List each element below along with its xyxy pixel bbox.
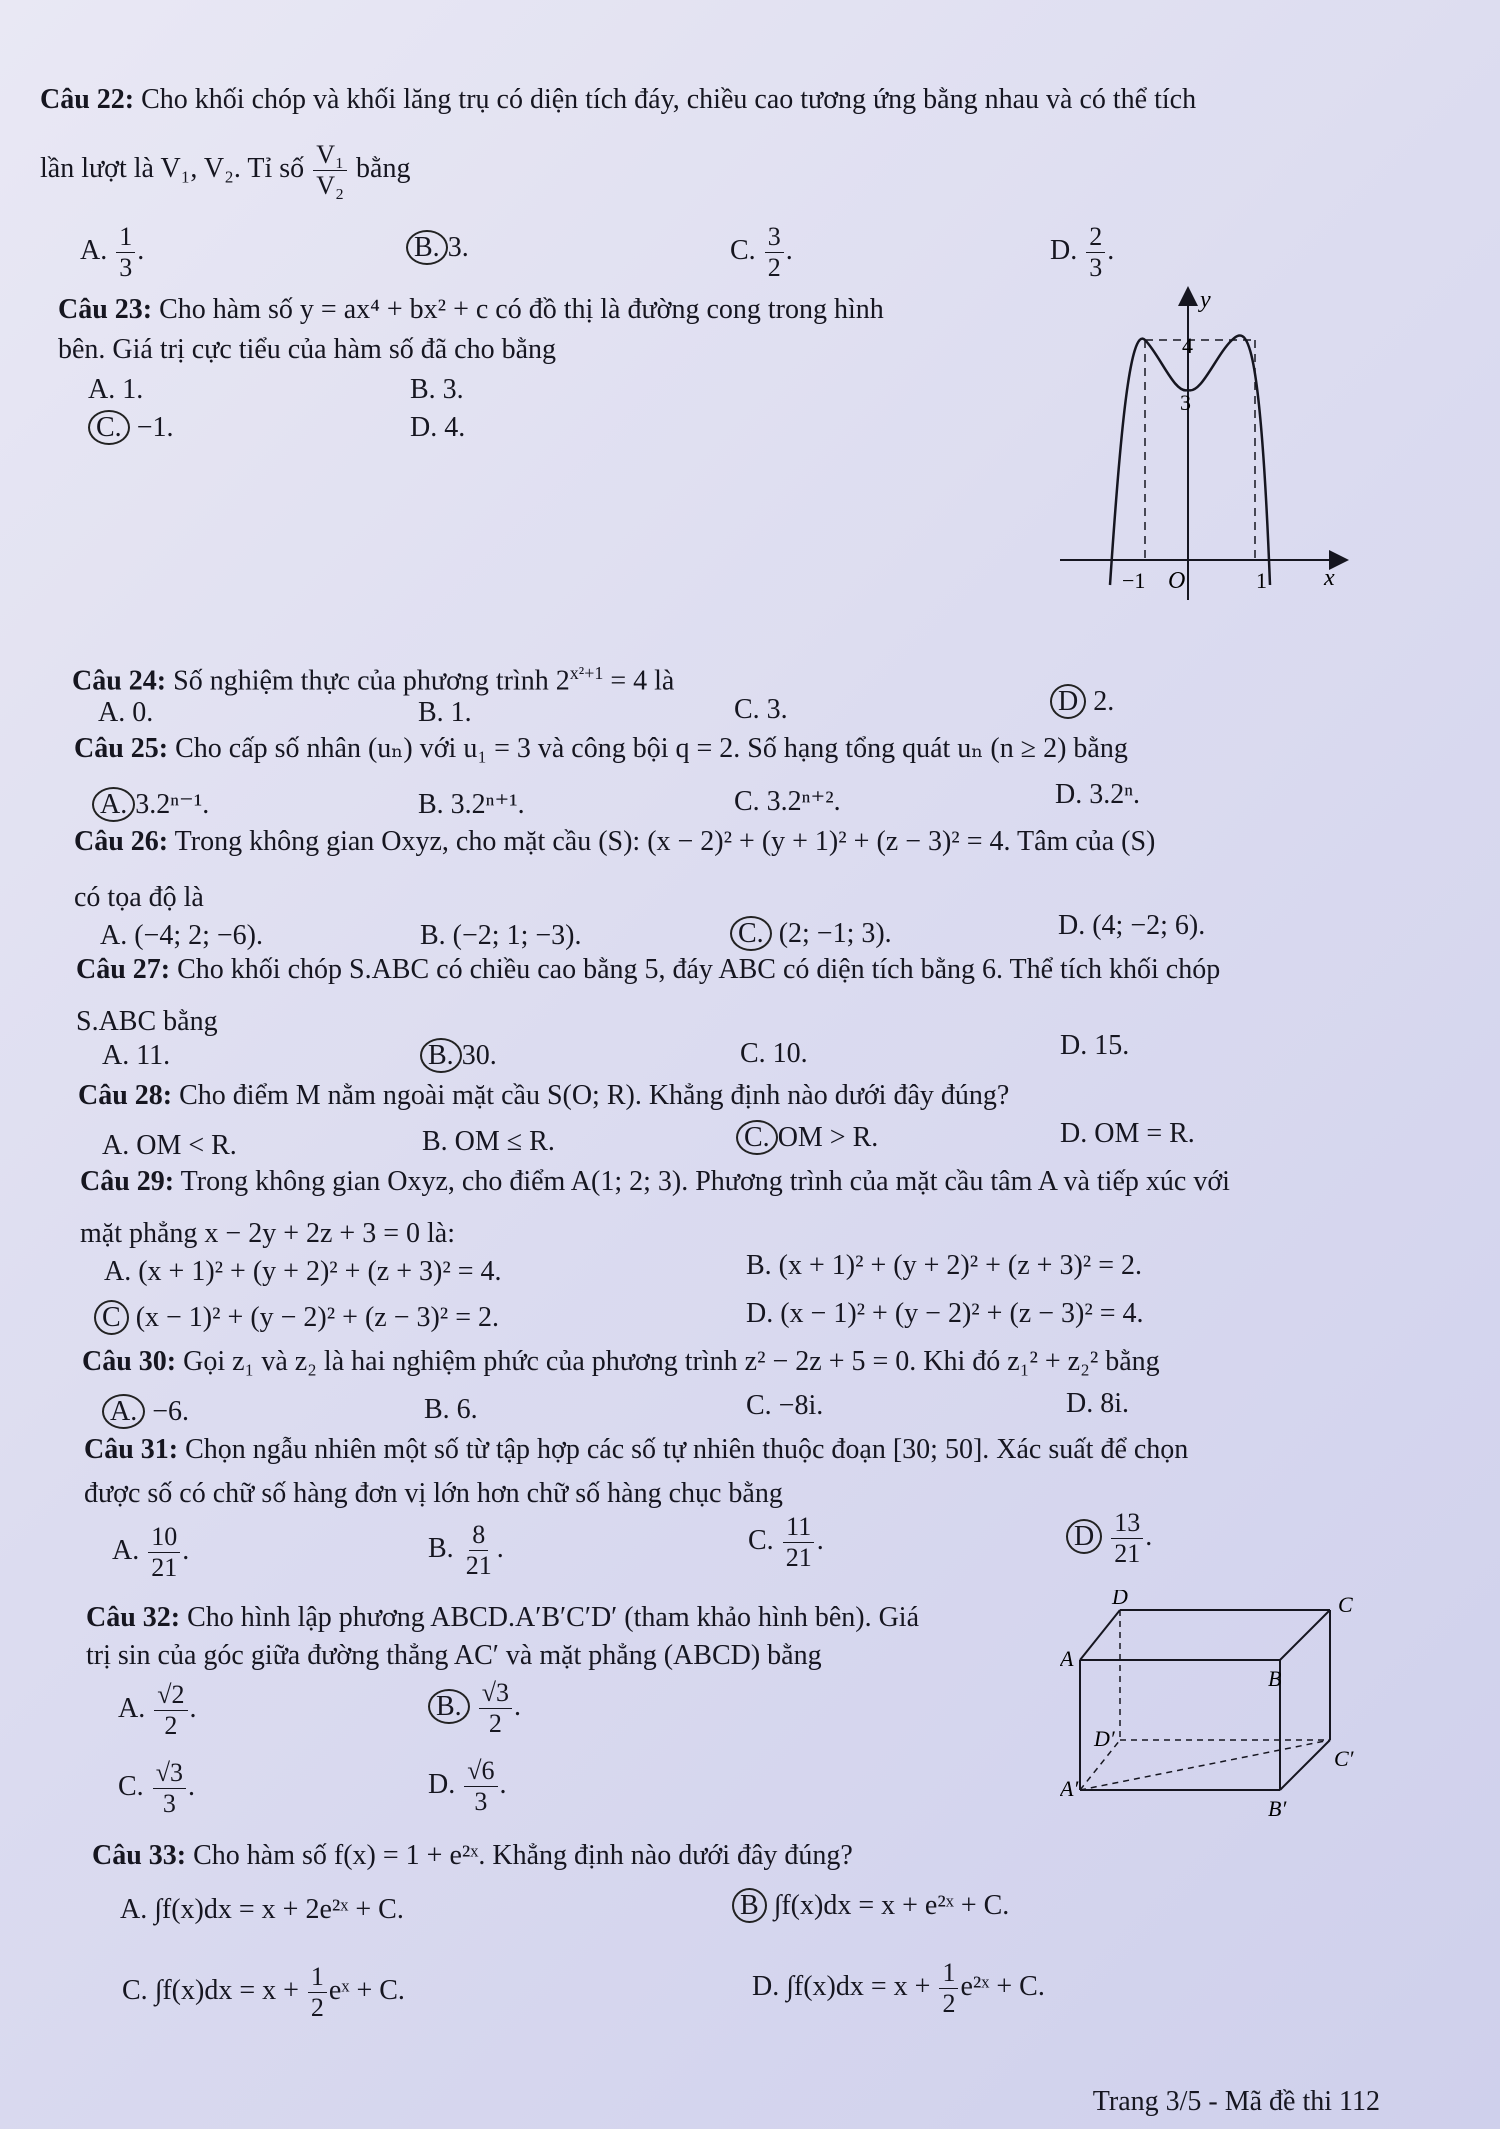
q22-option-c[interactable]: C. $\frac{3}{2}$ . xyxy=(730,222,793,282)
svg-text:4: 4 xyxy=(1182,333,1193,358)
q33-option-d[interactable]: D. ∫f(x)dx = x + $\frac{1}{2}$ e²ˣ + C. xyxy=(752,1958,1045,2018)
q33-option-c[interactable]: C. ∫f(x)dx = x + $\frac{1}{2}$ eˣ + C. xyxy=(122,1962,405,2022)
q23-quartic-graph xyxy=(1060,285,1350,605)
q27-option-a[interactable]: A. 11. xyxy=(102,1040,171,1071)
q23-line1: Câu 23: Cho hàm số y = ax⁴ + bx² + c có đồ thị là đường cong trong hình xyxy=(58,294,884,325)
q32-option-b[interactable]: B. $\frac{√3}{2}$ . xyxy=(428,1678,521,1739)
q29-answer-circle: C xyxy=(94,1300,129,1335)
q31-option-c[interactable]: C. $\frac{11}{21}$ . xyxy=(748,1512,824,1572)
q31-line2: được số có chữ số hàng đơn vị lớn hơn chữ số hàng chục bằng xyxy=(84,1478,783,1509)
q25-line: Câu 25: Cho cấp số nhân (uₙ) với u₁ = 3 và công bội q = 2. Số hạng tổng quát uₙ (n ≥ 2) bằng xyxy=(74,733,1128,764)
q28-option-a[interactable]: A. OM < R. xyxy=(102,1130,237,1161)
q28-option-c[interactable]: C. OM > R. xyxy=(736,1118,878,1158)
svg-text:1: 1 xyxy=(1256,568,1267,593)
q22-ratio: $\frac{\text{V₁}}{\text{V₂}}$ xyxy=(313,140,347,201)
q26-option-c[interactable]: C. (2; −1; 3). xyxy=(730,914,892,954)
q33-line: Câu 33: Cho hàm số f(x) = 1 + e²ˣ. Khẳng định nào dưới đây đúng? xyxy=(92,1840,853,1871)
q25-option-b[interactable]: B. 3.2ⁿ⁺¹. xyxy=(418,789,525,820)
q27-line1: Câu 27: Cho khối chóp S.ABC có chiều cao bằng 5, đáy ABC có diện tích bằng 6. Thể tích khối chóp xyxy=(76,954,1221,985)
svg-text:A: A xyxy=(1060,1646,1074,1671)
q31-option-a[interactable]: A. $\frac{10}{21}$ . xyxy=(112,1522,190,1582)
q29-option-a[interactable]: A. (x + 1)² + (y + 2)² + (z + 3)² = 4. xyxy=(104,1256,502,1287)
svg-text:B: B xyxy=(1268,1666,1282,1691)
q31-option-b[interactable]: B. $\frac{8}{21}$ . xyxy=(428,1520,504,1580)
q29-line1: Câu 29: Trong không gian Oxyz, cho điểm A(1; 2; 3). Phương trình của mặt cầu tâm A và tiếp xúc với xyxy=(80,1166,1230,1197)
svg-text:C′: C′ xyxy=(1334,1746,1354,1771)
q22-option-d[interactable]: D. $\frac{2}{3}$ . xyxy=(1050,222,1115,282)
q32-option-c[interactable]: C. $\frac{√3}{3}$ . xyxy=(118,1758,195,1818)
svg-text:x: x xyxy=(1324,565,1335,591)
svg-text:D′: D′ xyxy=(1094,1726,1115,1751)
q31-answer-circle: D xyxy=(1066,1519,1102,1554)
q27-answer-circle: B. xyxy=(420,1038,462,1073)
q32-answer-circle: B. xyxy=(428,1689,470,1724)
q32-cube-figure xyxy=(1060,1590,1380,1830)
q23-option-d[interactable]: D. 4. xyxy=(410,412,466,443)
q22-answer-circle: B. xyxy=(406,230,448,265)
curve xyxy=(1110,336,1270,585)
q24-option-c[interactable]: C. 3. xyxy=(734,694,788,725)
q24-answer-circle: D xyxy=(1050,684,1086,719)
q28-line: Câu 28: Cho điểm M nằm ngoài mặt cầu S(O; R). Khẳng định nào dưới đây đúng? xyxy=(78,1080,1010,1111)
q24-line: Câu 24: Số nghiệm thực của phương trình $2^{x^2+1} = 4$ là xyxy=(72,663,675,697)
q28-option-d[interactable]: D. OM = R. xyxy=(1060,1118,1195,1149)
q22-option-a[interactable]: A. $\frac{1}{3}$ . xyxy=(80,222,145,282)
q23-option-b[interactable]: B. 3. xyxy=(410,374,464,405)
q33-answer-circle: B xyxy=(732,1888,767,1923)
q31-line1: Câu 31: Chọn ngẫu nhiên một số từ tập hợp các số tự nhiên thuộc đoạn [30; 50]. Xác suất để chọn xyxy=(84,1434,1189,1465)
q30-answer-circle: A. xyxy=(102,1394,145,1429)
q25-option-d[interactable]: D. 3.2ⁿ. xyxy=(1055,779,1141,810)
q32-line2: trị sin của góc giữa đường thẳng AC′ và mặt phẳng (ABCD) bằng xyxy=(86,1640,822,1671)
q29-option-d[interactable]: D. (x − 1)² + (y − 2)² + (z − 3)² = 4. xyxy=(746,1298,1144,1329)
q26-option-b[interactable]: B. (−2; 1; −3). xyxy=(420,920,582,951)
q30-line: Câu 30: Gọi z₁ và z₂ là hai nghiệm phức của phương trình z² − 2z + 5 = 0. Khi đó z₁² + z₂² bằng xyxy=(82,1346,1160,1377)
svg-text:y: y xyxy=(1200,287,1211,313)
q23-answer-circle: C. xyxy=(88,410,130,445)
svg-text:B′: B′ xyxy=(1268,1796,1287,1821)
q22-option-b[interactable]: B. 3. xyxy=(406,228,469,268)
q30-option-a[interactable]: A. −6. xyxy=(102,1392,189,1432)
svg-text:−1: −1 xyxy=(1122,568,1146,593)
q29-line2: mặt phẳng x − 2y + 2z + 3 = 0 là: xyxy=(80,1218,455,1249)
q32-line1: Câu 32: Cho hình lập phương ABCD.A′B′C′D′ (tham khảo hình bên). Giá xyxy=(86,1602,920,1633)
q22-line2: lần lượt là V₁, V₂. Tỉ số $\frac{\text{V₁}}{\text{V₂}}$ bằng xyxy=(40,140,411,200)
q22-label: Câu 22: xyxy=(40,84,135,115)
page-footer: Trang 3/5 - Mã đề thi 112 xyxy=(1092,2086,1380,2117)
q33-option-b[interactable]: B ∫f(x)dx = x + e²ˣ + C. xyxy=(732,1886,1009,1926)
svg-text:3: 3 xyxy=(1180,390,1191,415)
q27-option-d[interactable]: D. 15. xyxy=(1060,1030,1130,1061)
q23-option-a[interactable]: A. 1. xyxy=(88,374,144,405)
q23-option-c[interactable]: C. −1. xyxy=(88,408,173,448)
svg-text:A′: A′ xyxy=(1060,1776,1079,1801)
svg-text:O: O xyxy=(1168,568,1186,594)
q23-line2: bên. Giá trị cực tiểu của hàm số đã cho bằng xyxy=(58,334,556,365)
q24-option-a[interactable]: A. 0. xyxy=(98,697,154,728)
svg-text:C: C xyxy=(1338,1592,1353,1617)
q22-line1: Câu 22: Cho khối chóp và khối lăng trụ có diện tích đáy, chiều cao tương ứng bằng nhau và có thể tích xyxy=(40,84,1197,115)
q26-line2: có tọa độ là xyxy=(74,882,204,913)
q30-option-d[interactable]: D. 8i. xyxy=(1066,1388,1129,1419)
q32-option-a[interactable]: A. $\frac{√2}{2}$ . xyxy=(118,1680,197,1740)
q27-line2: S.ABC bằng xyxy=(76,1006,218,1037)
q25-option-c[interactable]: C. 3.2ⁿ⁺². xyxy=(734,786,841,817)
q33-option-a[interactable]: A. ∫f(x)dx = x + 2e²ˣ + C. xyxy=(120,1894,404,1925)
q26-answer-circle: C. xyxy=(730,916,772,951)
q28-answer-circle: C. xyxy=(736,1120,778,1155)
q29-option-b[interactable]: B. (x + 1)² + (y + 2)² + (z + 3)² = 2. xyxy=(746,1250,1142,1281)
q24-option-b[interactable]: B. 1. xyxy=(418,697,472,728)
q26-option-a[interactable]: A. (−4; 2; −6). xyxy=(100,920,264,951)
q32-option-d[interactable]: D. $\frac{√6}{3}$ . xyxy=(428,1756,507,1816)
q25-answer-circle: A. xyxy=(92,787,135,822)
q29-option-c[interactable]: C (x − 1)² + (y − 2)² + (z − 3)² = 2. xyxy=(94,1298,499,1338)
q27-option-c[interactable]: C. 10. xyxy=(740,1038,808,1069)
q31-option-d[interactable]: D $\frac{13}{21}$ . xyxy=(1066,1508,1152,1569)
q25-option-a[interactable]: A. 3.2ⁿ⁻¹. xyxy=(92,785,209,825)
svg-text:D: D xyxy=(1112,1590,1128,1609)
q26-line1: Câu 26: Trong không gian Oxyz, cho mặt cầu (S): (x − 2)² + (y + 1)² + (z − 3)² = 4. Tâm của (S) xyxy=(74,826,1156,857)
q28-option-b[interactable]: B. OM ≤ R. xyxy=(422,1126,555,1157)
q27-option-b[interactable]: B. 30. xyxy=(420,1036,497,1076)
q30-option-b[interactable]: B. 6. xyxy=(424,1394,478,1425)
q24-option-d[interactable]: D 2. xyxy=(1050,682,1114,722)
q26-option-d[interactable]: D. (4; −2; 6). xyxy=(1058,910,1206,941)
q30-option-c[interactable]: C. −8i. xyxy=(746,1390,824,1421)
